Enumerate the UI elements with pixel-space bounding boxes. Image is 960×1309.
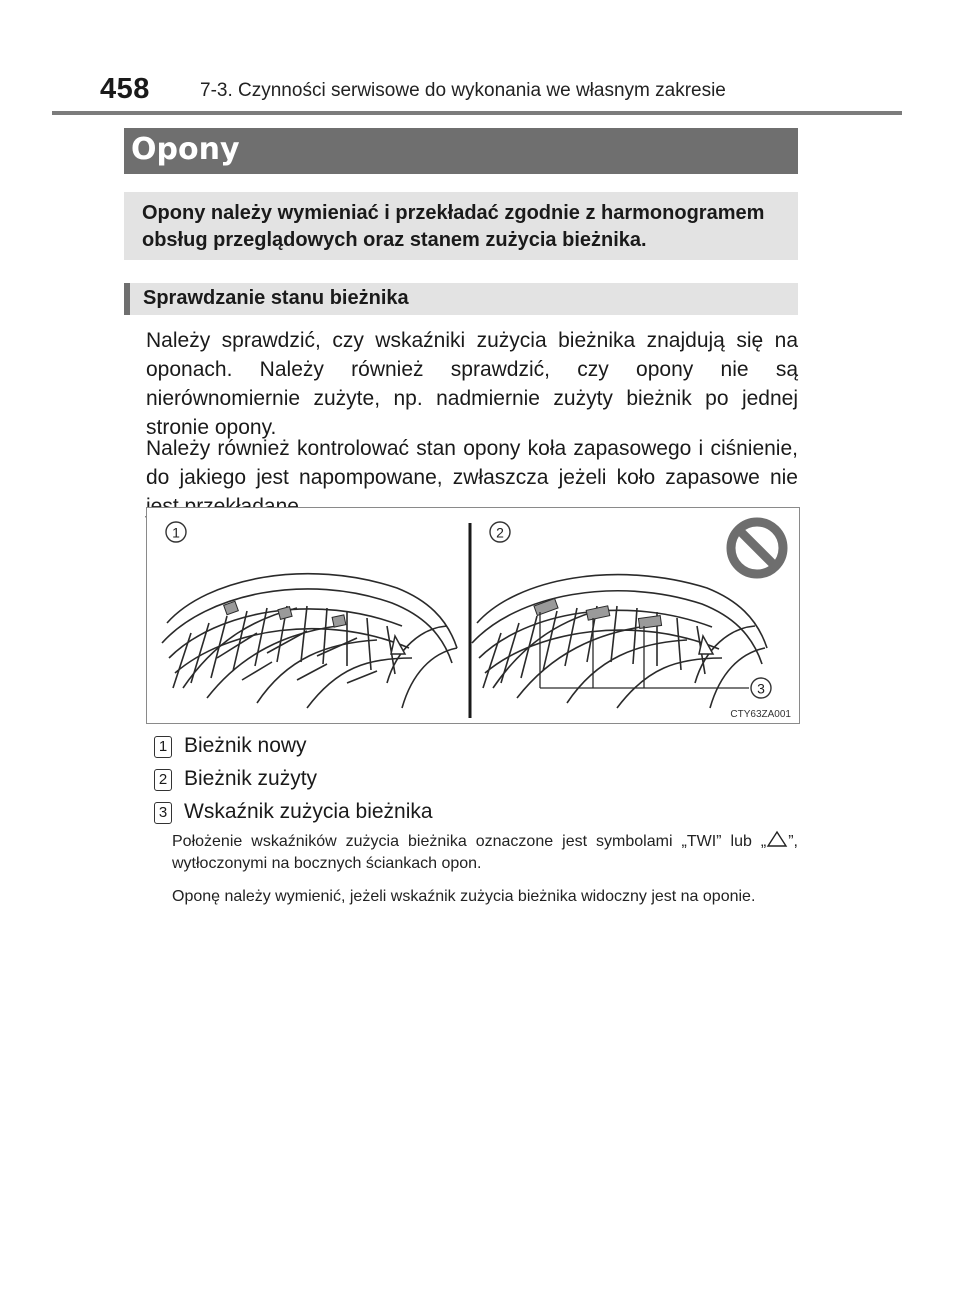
- running-head: 7-3. Czynności serwisowe do wykonania we własnym zakresie: [200, 80, 726, 101]
- tire-illustration: [147, 508, 799, 723]
- note-twi-location: [172, 830, 798, 875]
- callout-2: [490, 522, 510, 542]
- page-number: 458: [100, 73, 150, 105]
- intro-box: [124, 192, 798, 260]
- svg-text:3: 3: [757, 680, 765, 697]
- intro-text: Opony należy wymieniać i przekładać zgodnie z harmonogramem obsług przeglądowych oraz stanem zużycia bieżnika.: [142, 202, 765, 251]
- svg-text:2: 2: [496, 524, 504, 541]
- legend-label: Wskaźnik zużycia bieżnika: [184, 800, 433, 823]
- legend-item-wear-indicator: [154, 800, 433, 824]
- section-heading: Sprawdzanie stanu bieżnika: [143, 287, 409, 309]
- prohibition-icon: [731, 522, 783, 574]
- body-paragraph-1: Należy sprawdzić, czy wskaźniki zużycia bieżnika znajdują się na oponach. Należy również sprawdzić, czy opony nie są nierównomiernie zużyte, np. nadmiernie zużyty bieżnik po jednej stronie opony.: [146, 329, 798, 439]
- body-paragraph-2: Należy również kontrolować stan opony koła zapasowego i ciśnienie, do jakiego jest napompowane, zwłaszcza jeżeli koło zapasowe nie: [146, 437, 798, 489]
- figure-code: CTY63ZA001: [730, 709, 791, 720]
- tread-indicators-worn: [534, 599, 662, 629]
- legend-item-new-tread: [154, 734, 307, 758]
- callout-3: [751, 678, 771, 698]
- note-text: Położenie wskaźników zużycia bieżnika oznaczone jest symbolami „TWI” lub „: [172, 833, 767, 850]
- section-heading-bar: [124, 283, 798, 315]
- legend-number: 2: [154, 769, 172, 791]
- new-tread-tire: [162, 574, 457, 708]
- legend-label: Bieżnik zużyty: [184, 767, 318, 790]
- legend-number: 3: [154, 802, 172, 824]
- callout-1: [166, 522, 186, 542]
- note-text: ”, wytłoczonymi na bocznych ściankach opon.: [172, 833, 798, 872]
- legend-item-worn-tread: [154, 767, 317, 791]
- title-bar: [124, 128, 798, 174]
- header-rule: [52, 111, 902, 115]
- legend-label: Bieżnik nowy: [184, 734, 307, 757]
- svg-text:1: 1: [172, 524, 180, 541]
- page-title: Opony: [131, 132, 240, 167]
- triangle-icon: [766, 830, 788, 848]
- section-accent: [124, 283, 130, 315]
- legend-number: 1: [154, 736, 172, 758]
- note-replace-tire: Oponę należy wymienić, jeżeli wskaźnik zużycia bieżnika widoczny jest na oponie.: [172, 888, 756, 905]
- tire-figure: [146, 507, 800, 724]
- tread-indicators-new: [224, 601, 346, 627]
